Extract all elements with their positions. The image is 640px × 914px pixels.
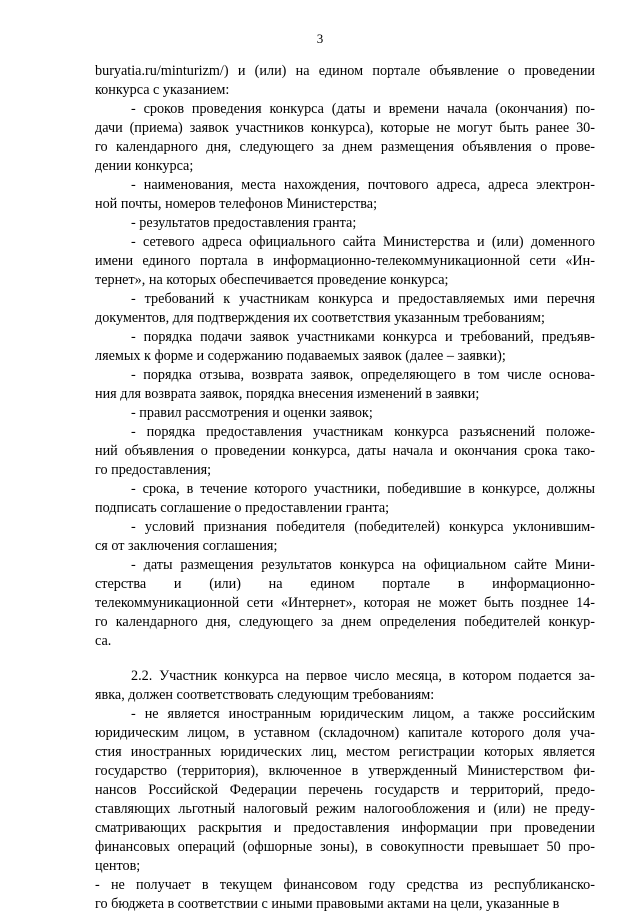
text-line: са. xyxy=(95,633,112,649)
list-item-line: - сроков проведения конкурса (даты и времени начала (окончания) по- xyxy=(131,101,595,117)
list-item-line: - срока, в течение которого участники, победившие в конкурсе, должны xyxy=(131,481,595,497)
text-line: дачи (приема) заявок участников конкурса), которые не могут быть ранее 30- xyxy=(95,120,595,136)
text-line: го бюджета в соответствии с иными правовыми актами на цели, указанные в xyxy=(95,896,560,912)
text-line: buryatia.ru/minturizm/) и (или) на едином портале объявление о проведении xyxy=(95,63,595,79)
text-line: ния для возврата заявок, порядка внесения изменений в заявки; xyxy=(95,386,480,402)
text-line: ся от заключения соглашения; xyxy=(95,538,278,554)
list-item-line: - порядка подачи заявок участниками конкурса и требований, предъяв- xyxy=(131,329,595,345)
text-line: имени единого портала в информационно-телекоммуникационной сети «Ин- xyxy=(95,253,595,269)
text-line: тернет», на которых обеспечивается проведение конкурса; xyxy=(95,272,449,288)
text-line: конкурса с указанием: xyxy=(95,82,230,98)
list-item-line: - правил рассмотрения и оценки заявок; xyxy=(131,405,373,421)
list-item-line: - требований к участникам конкурса и предоставляемых ими перечня xyxy=(131,291,595,307)
text-line: ной почты, номеров телефонов Министерства; xyxy=(95,196,378,212)
text-line: го предоставления; xyxy=(95,462,212,478)
text-line: го календарного дня, следующего за днем размещения объявления о прове- xyxy=(95,139,595,155)
text-line: телекоммуникационной сети «Интернет», которая не может быть позднее 14- xyxy=(95,595,595,611)
text-line: - не получает в текущем финансовом году средства из республиканско- xyxy=(95,877,595,893)
list-item-line: - условий признания победителя (победителей) конкурса уклонившим- xyxy=(131,519,595,535)
list-item-line: - порядка отзыва, возврата заявок, определяющего в том числе основа- xyxy=(131,367,595,383)
text-line: нансов Российской Федерации перечень государств и территорий, предо- xyxy=(95,782,595,798)
list-item-line: - сетевого адреса официального сайта Министерства и (или) доменного xyxy=(131,234,595,250)
list-item-line: - порядка предоставления участникам конкурса разъяснений положе- xyxy=(131,424,595,440)
text-line: документов, для подтверждения их соответствия указанным требованиям; xyxy=(95,310,545,326)
text-line: юридическим лицом, в уставном (складочном) капитале которого доля уча- xyxy=(95,725,595,741)
list-item-line: - не является иностранным юридическим лицом, а также российским xyxy=(131,706,595,722)
text-line: ний объявления о проведении конкурса, даты начала и окончания срока тако- xyxy=(95,443,595,459)
text-line: центов; xyxy=(95,858,141,874)
list-item-line: - наименования, места нахождения, почтового адреса, адреса электрон- xyxy=(131,177,595,193)
text-line: ставляющих льготный налоговый режим налогообложения и (или) не преду- xyxy=(95,801,595,817)
list-item-line: - даты размещения результатов конкурса на официальном сайте Мини- xyxy=(131,557,595,573)
text-line: стерства и (или) на едином портале в информационно- xyxy=(95,576,595,592)
text-line: государство (территория), включенное в утвержденный Министерством фи- xyxy=(95,763,595,779)
text-line: дении конкурса; xyxy=(95,158,194,174)
text-line: ляемых к форме и содержанию подаваемых заявок (далее – заявки); xyxy=(95,348,506,364)
text-line: финансовых операций (офшорные зоны), в совокупности превышает 50 про- xyxy=(95,839,595,855)
text-line: подписать соглашение о предоставлении гранта; xyxy=(95,500,390,516)
text-line: сматривающих раскрытия и предоставления информации при проведении xyxy=(95,820,595,836)
list-item-line: - результатов предоставления гранта; xyxy=(131,215,357,231)
text-line: го календарного дня, следующего за днем определения победителей конкур- xyxy=(95,614,595,630)
text-line: явка, должен соответствовать следующим требованиям: xyxy=(95,687,435,703)
page-number: 3 xyxy=(316,31,324,46)
text-line: стия иностранных юридических лиц, местом регистрации которых является xyxy=(95,744,595,760)
section-heading-line: 2.2. Участник конкурса на первое число месяца, в котором подается за- xyxy=(131,668,595,684)
